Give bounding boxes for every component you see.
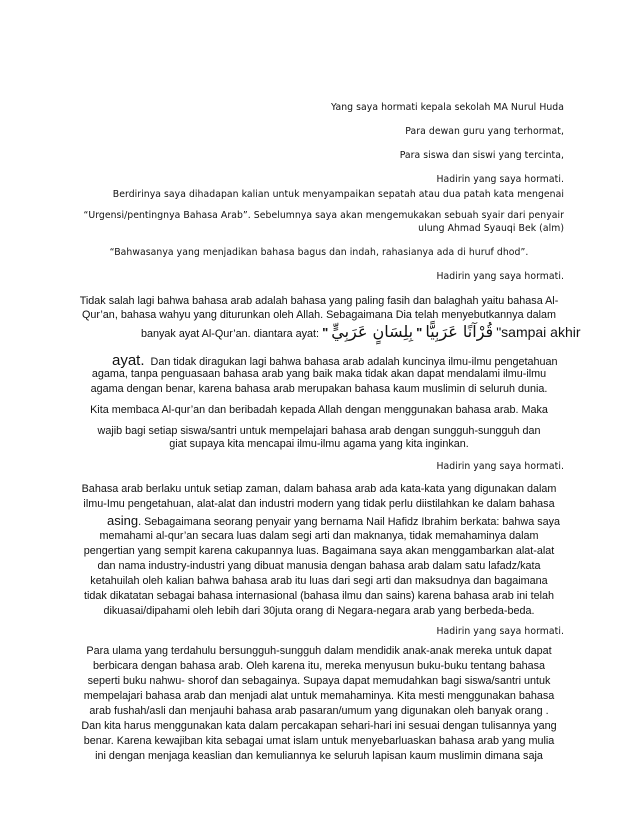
para3-line-4: memahami al-qur’an secara luas dalam segi arti dan maknanya, tidak memahaminya dalam	[99, 530, 539, 542]
greeting-hadirin-2: Hadirin yang saya hormati.	[436, 271, 564, 282]
para1-ayat-word: ayat.	[112, 352, 145, 369]
para3-line-3-rest: . Sebagaimana seorang penyair yang bernama Nail Hafidz Ibrahim berkata: bahwa saya	[138, 516, 561, 528]
greeting-siswa: Para siswa dan siswi yang tercinta,	[399, 150, 564, 161]
para1-line-6: agama dengan benar, karena bahasa arab merupakan bahasa kaum muslimin di seluruh dunia.	[90, 383, 548, 395]
arabic-verse-bilisanin: بِلِسَانٍ عَرَبِيٍّ	[331, 322, 414, 341]
para3-asing-word: asing	[107, 513, 139, 528]
para3-line-6: dan nama industry-industri yang dibuat manusia dengan bahasa arab dalam satu lafadz/kata	[97, 560, 541, 572]
para2-line-2: wajib bagi setiap siswa/santri untuk mempelajari bahasa arab dengan sungguh-sungguh dan	[97, 425, 541, 437]
quote-mid: "	[416, 325, 423, 340]
para4-line-1: Para ulama yang terdahulu bersungguh-sungguh dalam mendidik anak-anak mereka untuk dapat	[86, 645, 552, 657]
para1-line-2: Qur’an, bahasa wahyu yang diturunkan oleh Allah. Sebagaimana Dia telah menyebutkannya dalam	[82, 309, 556, 321]
greeting-hadirin-3: Hadirin yang saya hormati.	[436, 461, 564, 472]
para1-line-4	[112, 353, 558, 368]
para4-line-4: mempelajari bahasa arab dan menjadi alat untuk memahaminya. Kita mesti menggunakan bahasa	[83, 690, 555, 702]
para1-line-1: Tidak salah lagi bahwa bahasa arab adalah bahasa yang paling fasih dan balaghah yaitu bahasa Al-	[79, 295, 559, 307]
para3-line-9: dikuasai/dipahami oleh lebih dari 30juta orang di Negara-negara arab yang berbeda-beda.	[103, 605, 535, 617]
para2-line-3: giat supaya kita mencapai ilmu-ilmu agama yang kita inginkan.	[169, 438, 469, 450]
para4-line-6: Dan kita harus menggunakan kata dalam percakapan sehari-hari ini sesuai dengan tulisannya yang	[81, 720, 557, 732]
intro-line-3: ulung Ahmad Syauqi Bek (alm)	[418, 223, 564, 234]
greeting-hadirin-4: Hadirin yang saya hormati.	[436, 626, 564, 637]
syair-quote: “Bahwasanya yang menjadikan bahasa bagus dan indah, rahasianya ada di huruf dhod”.	[109, 247, 529, 258]
para4-line-3: seperti buku nahwu- shorof dan sebagainya. Supaya dapat memudahkan bagi siswa/santri untuk	[87, 675, 551, 687]
greeting-dewan-guru: Para dewan guru yang terhormat,	[405, 126, 564, 137]
para2-line-1: Kita membaca Al-qur’an dan beribadah kepada Allah dengan menggunakan bahasa arab. Maka	[90, 404, 548, 416]
para3-line-1: Bahasa arab berlaku untuk setiap zaman, dalam bahasa arab ada kata-kata yang digunakan dalam	[81, 483, 557, 495]
para3-line-2: ilmu-Imu pengetahuan, alat-alat dan industri modern yang tidak perlu diistilahkan ke dalam bahasa	[83, 498, 555, 510]
para4-line-8: ini dengan menjaga keaslian dan kemuliannya ke seluruh lapisan kaum muslimin dimana saja	[95, 750, 543, 762]
para3-line-8: tidak dikatatan sebagai bahasa internasional (bahasa ilmu dan sains) karena bahasa arab ini telah	[84, 590, 554, 602]
para1-line-3-pre: banyak ayat Al-Qur’an. diantara ayat:	[141, 328, 320, 340]
greeting-hadirin-1: Hadirin yang saya hormati.	[436, 174, 564, 185]
para1-line-5: agama, tanpa penguasaan bahasa arab yang baik maka tidak akan dapat mendalami ilmu-ilmu	[91, 368, 547, 380]
para4-line-7: benar. Karena kewajiban kita sebagai umat islam untuk menyebarluaskan bahasa arab yang mulia	[83, 735, 555, 747]
para4-line-5: arab fushah/asli dan menjauhi bahasa arab pasaran/umum yang digunakan oleh banyak orang .	[89, 705, 549, 717]
para3-line-3	[107, 514, 560, 528]
arabic-verse-quranan: قُرْآنًا عَرَبِيًّا	[425, 322, 494, 341]
para3-line-7: ketahuilah oleh kalian bahwa bahasa arab itu luas dari segi arti dan maksudnya dan bagaimana	[90, 575, 548, 587]
para1-line-4-rest: Dan tidak diragukan lagi bahwa bahasa arab adalah kuncinya ilmu-ilmu pengetahuan	[150, 356, 558, 368]
para4-line-2: berbicara dengan bahasa arab. Oleh karena itu, mereka menyusun buku-buku tentang bahasa	[93, 660, 545, 672]
para1-line-3	[141, 324, 581, 340]
quote-open: "	[322, 325, 329, 340]
greeting-kepala-sekolah: Yang saya hormati kepala sekolah MA Nurul Huda	[331, 102, 564, 113]
para3-line-5: pengertian yang sempit karena cakupannya luas. Bagaimana saya akan menggambarkan alat-alat	[83, 545, 555, 557]
para1-line-3-post: "sampai akhir	[496, 324, 581, 340]
intro-line-2: “Urgensi/pentingnya Bahasa Arab”. Sebelumnya saya akan mengemukakan sebuah syair dari penyair	[83, 210, 564, 221]
intro-line-1: Berdirinya saya dihadapan kalian untuk menyampaikan sepatah atau dua patah kata mengenai	[112, 189, 564, 200]
